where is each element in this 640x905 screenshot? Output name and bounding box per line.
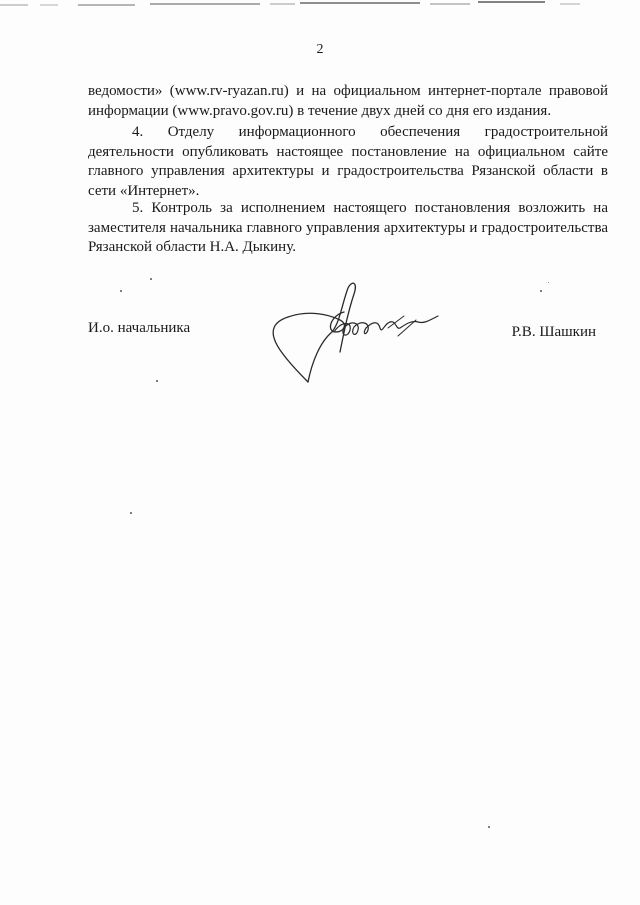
signatory-name: Р.В. Шашкин — [511, 324, 596, 340]
scan-speck — [130, 512, 132, 514]
handwritten-signature — [248, 272, 448, 402]
paragraph-item-5 — [88, 199, 608, 258]
scan-speck — [120, 290, 122, 292]
paragraph-text: 5. Контроль за исполнением настоящего постановления возложить на заместителя начальника главного управления архитектуры и градостроительства Рязанской области Н.А. Дыкину. — [88, 200, 608, 255]
paragraph-continuation — [88, 82, 608, 121]
scan-artifact-top-edge — [0, 0, 640, 10]
signatory-position: И.о. начальника — [88, 320, 191, 336]
scan-speck — [150, 278, 152, 280]
paragraph-item-4 — [88, 123, 608, 201]
scan-speck — [548, 282, 549, 283]
scan-speck — [540, 290, 542, 292]
scan-speck — [156, 380, 158, 382]
paragraph-text: ведомости» (www.rv-ryazan.ru) и на официальном интернет-портале правовой информации (www.pravo.gov.ru) в течение двух дней со дня его издания. — [88, 83, 608, 119]
scan-speck — [488, 826, 490, 828]
page-number: 2 — [316, 42, 324, 57]
paragraph-text: 4. Отделу информационного обеспечения градостроительной деятельности опубликовать настоящее постановление на официальном сайте главного управления архитектуры и градостроительства Рязанской области в сети «Интернет». — [88, 124, 608, 199]
